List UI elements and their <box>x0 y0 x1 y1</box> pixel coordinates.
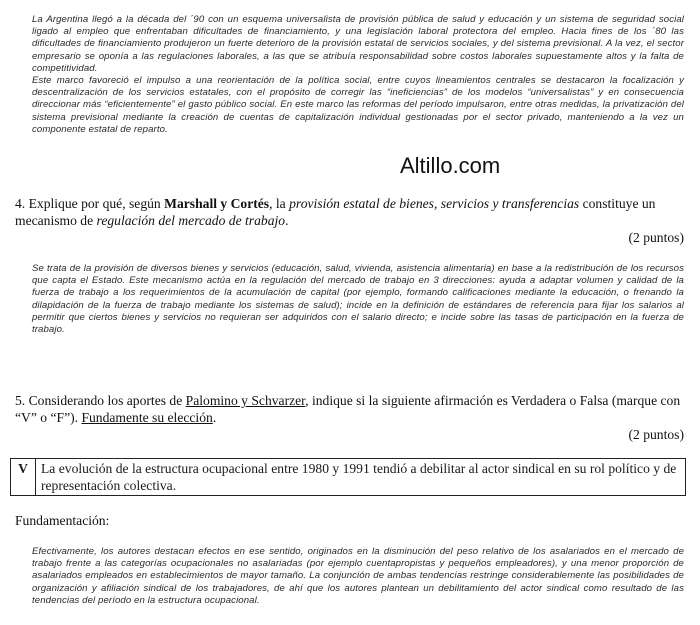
question-4 <box>15 195 685 229</box>
question-4-answer-text: Se trata de la provisión de diversos bienes y servicios (educación, salud, vivienda, asistencia alimentaria) en base a la redistribución de los recursos que capta el Estado. Este mecanismo actúa en la regulación del mercado de trabajo en 3 direcciones: ayuda a adaptar volumen y calidad de la fuerza de trabajo a los requerimientos de la acumulación de capital (por ejemplo, formando calificaciones mediante la educación, o frenando la dilapidación de la fuerza de trabajo mediante los sistemas de salud); incide en la definición de estándares de referencia para fijar los salarios al permitir que ciertos bienes y servicios no requieran ser adquiridos con el salario directo; e incide sobre las tasas de participación en la fuerza de trabajo. <box>32 263 684 336</box>
true-false-mark: V <box>11 459 36 495</box>
question-4-emphasis-2: regulación del mercado de trabajo <box>96 213 286 228</box>
fundamentacion-label: Fundamentación: <box>15 513 110 528</box>
question-4-emphasis-1: provisión estatal de bienes, servicios y transferencias <box>289 196 580 211</box>
answer-context-paragraph-2: Este marco favoreció el impulso a una reorientación de la política social, entre cuyos lineamientos centrales se destacaron la focalización y descentralización de los servicios estatales, con el propósito de corregir las “ineficiencias” de los modelos “universalistas” y en consecuencia direccionar más “eficientemente” el gasto público social. En este marco las reformas del período impulsaron, entre otras medidas, la privatización del sistema previsional mediante la creación de cuentas de capitalización individual gestionadas por el sector privado, manteniendo a la vez un componente estatal de reparto. <box>32 75 684 135</box>
question-5-text-mid: , indique si la siguiente afirmación es Verdadera o Falsa (marque con “V” o “F”). <box>15 393 681 425</box>
true-false-statement: La evolución de la estructura ocupacional entre 1980 y 1991 tendió a debilitar al actor sindical en su rol político y de representación colectiva. <box>41 461 677 493</box>
question-4-points: (2 puntos) <box>628 230 684 245</box>
question-4-text: 4. Explique por qué, según <box>15 196 165 211</box>
true-false-table <box>10 458 686 496</box>
answer-context-paragraph-1: La Argentina llegó a la década del ´90 con un esquema universalista de provisión pública de salud y educación y un sistema de seguridad social ligado al empleo que enfrentaban dificultades de financiamiento, y una legislación laboral protectora del empleo. Hacia fines de los ´80 las dificultades de financiamiento produjeron un fuerte deterioro de la provisión estatal de servicios sociales, y del sistema previsional. A la vez, el sector empresario se oponía a las regulaciones laborales, a las que se atribuía responsabilidad sobre costos laborales supuestamente altos y la falta de competitividad. <box>32 14 684 74</box>
answer-context <box>32 14 684 136</box>
question-4-text-end: . <box>285 213 289 228</box>
question-5-answer-text: Efectivamente, los autores destacan efectos en ese sentido, originados en la disminución del peso relativo de los asalariados en el mercado de trabajo frente a las categorías ocupacionales no asalariadas (por ejemplo cuentapropistas y pequeños empleadores), y una menor proporción de asalariados empleados en establecimientos de mayor tamaño. La conjunción de ambas tendencias restringe considerablemente las posibilidades de organización y afiliación sindical de los trabajadores, de ahí que los autores plantean un debilitamiento del actor sindical como resultado de las tendencias del período en la estructura ocupacional. <box>32 546 684 606</box>
question-5-authors: Palomino y Schvarzer <box>185 393 306 408</box>
question-4-text-mid2: constituye un mecanismo de <box>15 196 656 228</box>
question-5-text-end: . <box>212 410 217 425</box>
question-4-authors: Marshall y Cortés <box>164 196 270 211</box>
question-5 <box>15 392 685 426</box>
question-4-text-mid: , la <box>269 196 290 211</box>
question-5-instruction: Fundamente su elección <box>81 410 213 425</box>
question-5-answer <box>32 546 684 607</box>
question-5-points: (2 puntos) <box>628 427 684 442</box>
question-5-text: 5. Considerando los aportes de <box>15 393 186 408</box>
watermark-logo: Altillo.com <box>400 153 501 178</box>
question-4-answer <box>32 263 684 336</box>
